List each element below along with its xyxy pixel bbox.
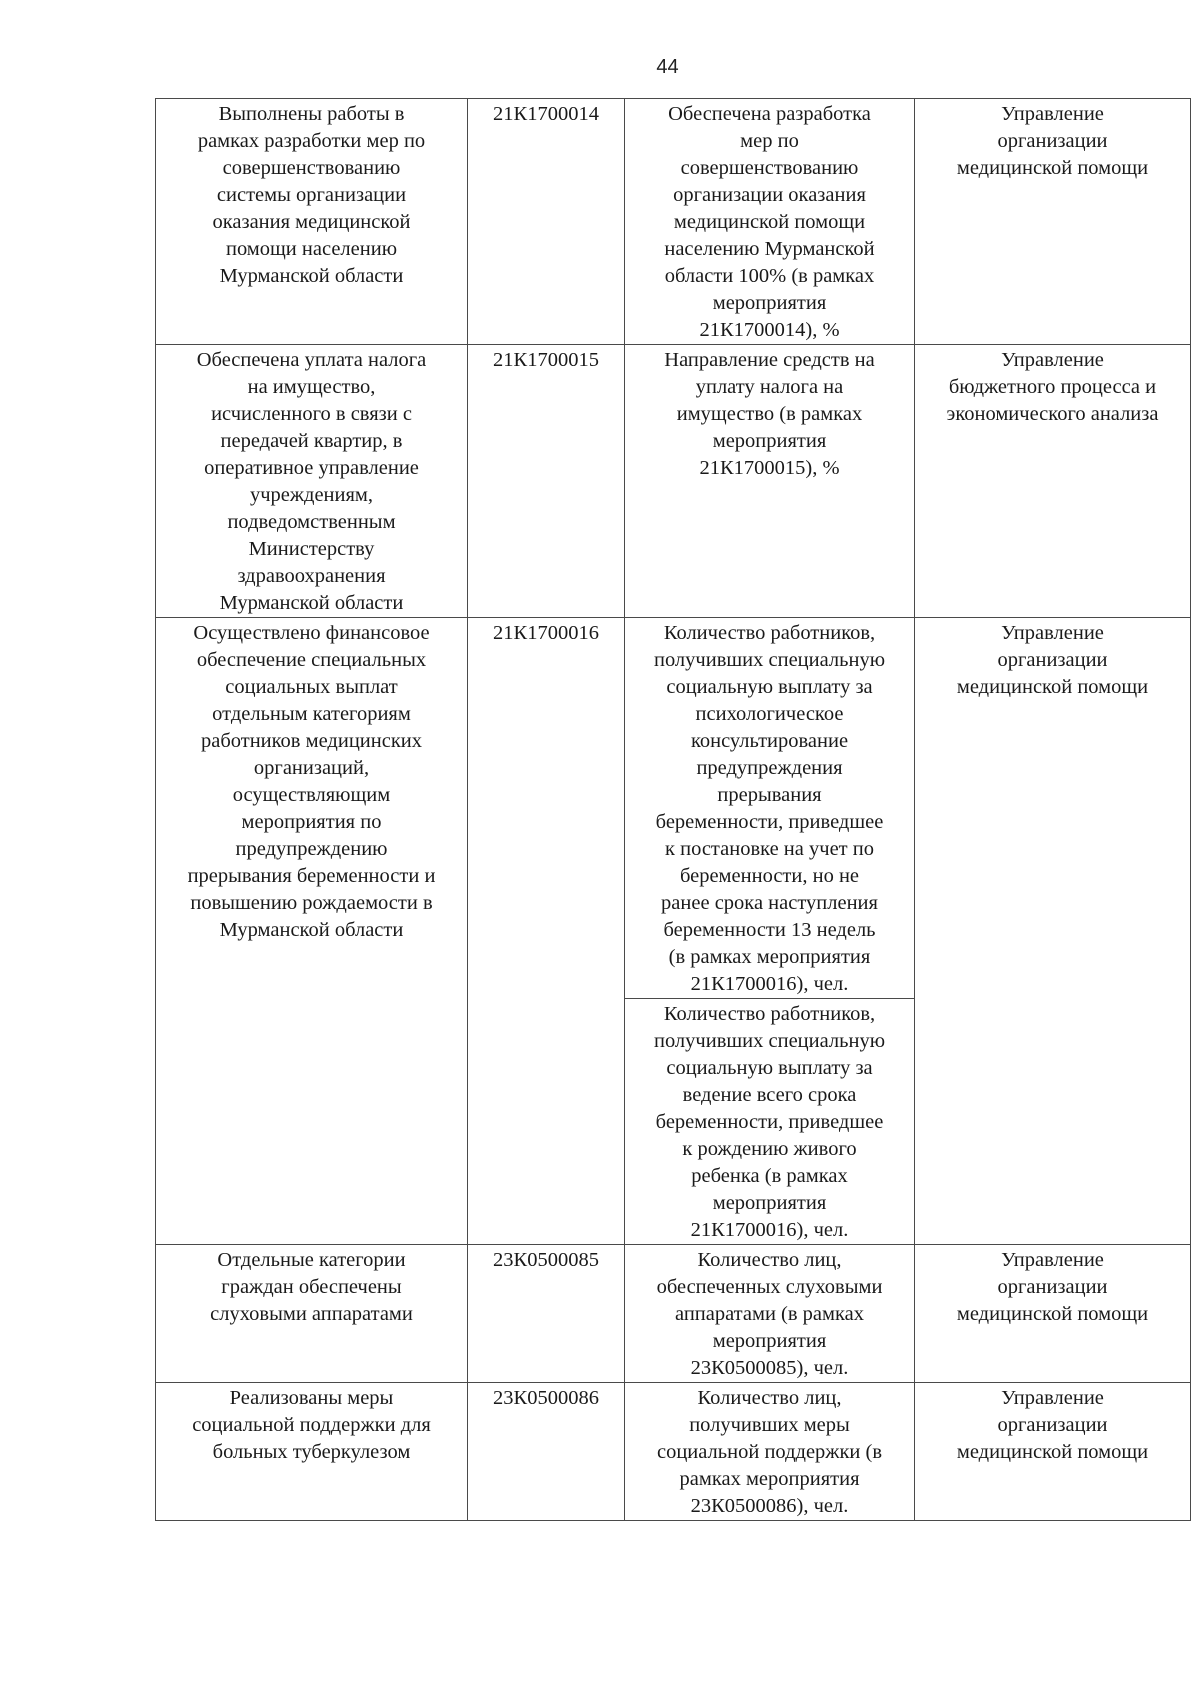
page-number: 44 <box>656 56 679 78</box>
indicator-cell: Количество работников, получивших специальную социальную выплату за психологическое консультирование предупреждения прерывания беременности, приведшее к постановке на учет по беременности, но не ранее срока наступления беременности 13 недель (в рамках мероприятия 21К1700016), чел. <box>625 618 915 999</box>
result-cell: Реализованы меры социальной поддержки для больных туберкулезом <box>156 1383 468 1521</box>
indicator-cell: Количество лиц, получивших меры социальной поддержки (в рамках мероприятия 23К0500086), чел. <box>625 1383 915 1521</box>
table-row <box>156 1383 1191 1521</box>
code-cell: 21К1700016 <box>468 618 625 1245</box>
responsible-cell: Управление организации медицинской помощи <box>915 618 1191 1245</box>
indicator-cell: Направление средств на уплату налога на имущество (в рамках мероприятия 21К1700015), % <box>625 345 915 618</box>
table-row <box>156 618 1191 999</box>
table-row <box>156 1245 1191 1383</box>
result-cell: Обеспечена уплата налога на имущество, исчисленного в связи с передачей квартир, в оперативное управление учреждениям, подведомственным Министерству здравоохранения Мурманской области <box>156 345 468 618</box>
indicator-cell: Обеспечена разработка мер по совершенствованию организации оказания медицинской помощи населению Мурманской области 100% (в рамках мероприятия 21К1700014), % <box>625 99 915 345</box>
table-row <box>156 99 1191 345</box>
code-cell: 23К0500085 <box>468 1245 625 1383</box>
responsible-cell: Управление организации медицинской помощи <box>915 1383 1191 1521</box>
measures-table <box>155 98 1191 1521</box>
result-cell: Отдельные категории граждан обеспечены слуховыми аппаратами <box>156 1245 468 1383</box>
indicator-cell: Количество лиц, обеспеченных слуховыми аппаратами (в рамках мероприятия 23К0500085), чел. <box>625 1245 915 1383</box>
responsible-cell: Управление бюджетного процесса и экономического анализа <box>915 345 1191 618</box>
code-cell: 21К1700015 <box>468 345 625 618</box>
result-cell: Выполнены работы в рамках разработки мер по совершенствованию системы организации оказания медицинской помощи населению Мурманской области <box>156 99 468 345</box>
code-cell: 21К1700014 <box>468 99 625 345</box>
table-row <box>156 345 1191 618</box>
responsible-cell: Управление организации медицинской помощи <box>915 1245 1191 1383</box>
result-cell: Осуществлено финансовое обеспечение специальных социальных выплат отдельным категориям работников медицинских организаций, осуществляющим мероприятия по предупреждению прерывания беременности и повышению рождаемости в Мурманской области <box>156 618 468 1245</box>
code-cell: 23К0500086 <box>468 1383 625 1521</box>
indicator-cell: Количество работников, получивших специальную социальную выплату за ведение всего срока беременности, приведшее к рождению живого ребенка (в рамках мероприятия 21К1700016), чел. <box>625 999 915 1245</box>
responsible-cell: Управление организации медицинской помощи <box>915 99 1191 345</box>
